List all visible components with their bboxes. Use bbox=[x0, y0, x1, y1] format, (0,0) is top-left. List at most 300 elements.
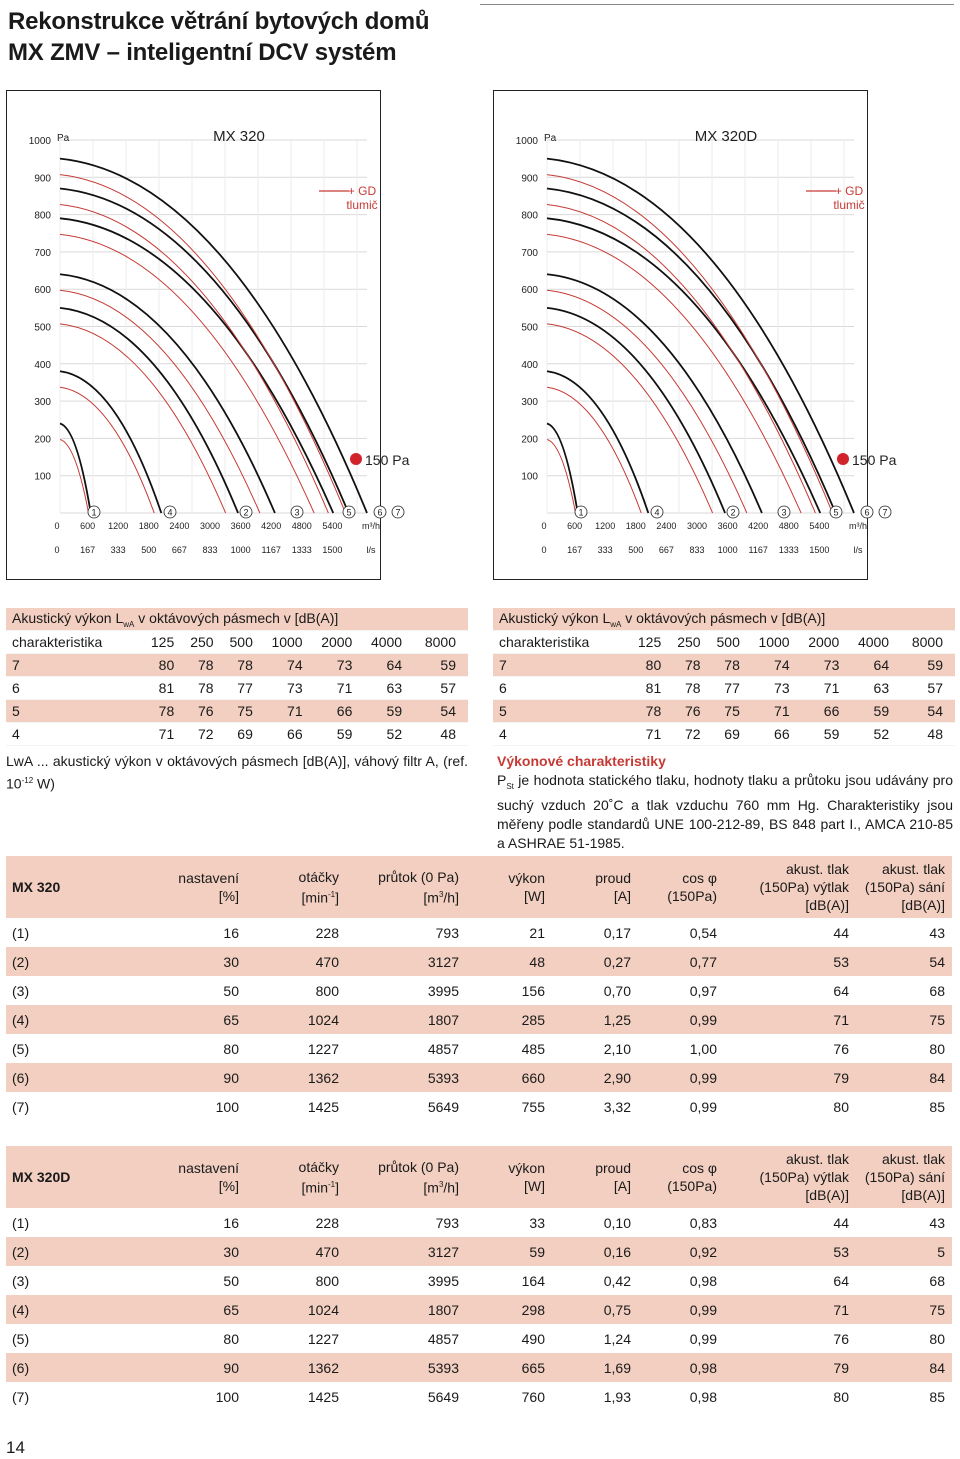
table-cell: 5649 bbox=[427, 1098, 459, 1115]
table-cell: 485 bbox=[521, 1040, 545, 1057]
acoustic-cell: 59 bbox=[440, 657, 456, 673]
y-tick-label: 700 bbox=[521, 247, 538, 259]
header-cos bbox=[638, 1146, 724, 1208]
y-tick-label: 800 bbox=[521, 210, 538, 222]
table-cell: 80 bbox=[833, 1388, 849, 1405]
table-cell: 0,10 bbox=[603, 1214, 631, 1231]
table-cell: 5649 bbox=[427, 1388, 459, 1405]
table-cell: 755 bbox=[521, 1098, 545, 1115]
table-cell: 100 bbox=[215, 1388, 239, 1405]
acoustic-cell: 52 bbox=[873, 726, 890, 742]
x-tick-label-m3h: 3600 bbox=[717, 521, 738, 531]
acoustic-cell: 63 bbox=[386, 680, 403, 696]
acoustic-cell: 77 bbox=[724, 680, 740, 696]
table-cell: 470 bbox=[315, 1243, 339, 1260]
y-tick-label: 400 bbox=[34, 359, 51, 371]
acoustic-row-label: 7 bbox=[12, 657, 20, 673]
acoustic-cell: 64 bbox=[873, 657, 890, 673]
performance-note bbox=[497, 752, 953, 853]
chart-mx320 bbox=[6, 90, 410, 580]
table-cell: 4857 bbox=[427, 1040, 459, 1057]
table-row bbox=[6, 1353, 952, 1382]
y-tick-label: 300 bbox=[34, 397, 51, 409]
acoustic-cell: 57 bbox=[440, 680, 456, 696]
x-tick-label-m3h: 600 bbox=[80, 521, 96, 531]
table-cell: 1,69 bbox=[603, 1359, 631, 1376]
acoustic-cell: 69 bbox=[237, 726, 253, 742]
acoustic-row bbox=[6, 700, 468, 723]
table-cell: 1024 bbox=[307, 1011, 339, 1028]
table-cell: 0,16 bbox=[603, 1243, 631, 1260]
acoustic-cell: 73 bbox=[774, 680, 790, 696]
fan-curve-damper bbox=[60, 387, 154, 513]
header-text: /h] bbox=[443, 1179, 459, 1196]
x-tick-label-m3h: 1800 bbox=[625, 521, 646, 531]
acoustic-header-cell: 500 bbox=[229, 634, 253, 650]
row-label: (7) bbox=[12, 1098, 30, 1115]
table-cell: 65 bbox=[223, 1301, 239, 1318]
acoustic-cell: 78 bbox=[158, 703, 175, 719]
acoustic-cell: 78 bbox=[197, 680, 214, 696]
performance-header-row bbox=[6, 856, 952, 918]
table-cell: 0,92 bbox=[689, 1243, 717, 1260]
table-cell: 228 bbox=[315, 1214, 339, 1231]
curve-number-label: 6 bbox=[864, 507, 870, 518]
acoustic-cell: 59 bbox=[823, 726, 840, 742]
table-cell: 0,99 bbox=[689, 1098, 717, 1115]
header-text: (150Pa) výtlak bbox=[759, 1169, 849, 1185]
page-title-line2: MX ZMV – inteligentní DCV systém bbox=[8, 39, 397, 66]
fan-curve-damper bbox=[60, 175, 346, 513]
acoustic-row-label: 5 bbox=[12, 703, 20, 719]
page-title-line1: Rekonstrukce větrání bytových domů bbox=[8, 8, 430, 35]
row-label: (6) bbox=[12, 1359, 30, 1376]
acoustic-header-cell: 2000 bbox=[808, 634, 840, 650]
acoustic-row bbox=[6, 677, 468, 700]
header-text: (150Pa) bbox=[667, 1178, 717, 1194]
table-cell: 0,99 bbox=[689, 1330, 717, 1347]
y-tick-label: 400 bbox=[521, 359, 538, 371]
curve-number-label: 5 bbox=[833, 507, 839, 518]
table-cell: 43 bbox=[929, 924, 945, 941]
table-cell: 1,00 bbox=[689, 1040, 717, 1057]
acoustic-table-mx320 bbox=[6, 608, 468, 746]
table-row bbox=[6, 976, 952, 1005]
x-tick-label-m3h: 0 bbox=[54, 521, 60, 531]
acoustic-cell: 78 bbox=[645, 703, 662, 719]
x-tick-label-m3h: 2400 bbox=[656, 521, 677, 531]
table-cell: 0,70 bbox=[603, 982, 631, 999]
acoustic-row bbox=[493, 700, 955, 723]
table-cell: 0,98 bbox=[689, 1388, 717, 1405]
pst-p: P bbox=[497, 772, 507, 788]
operating-point-label: 150 Pa bbox=[852, 452, 897, 468]
header-text: [%] bbox=[218, 1178, 239, 1194]
acoustic-cell: 66 bbox=[823, 703, 840, 719]
acoustic-row-label: 4 bbox=[499, 726, 507, 742]
acoustic-cell: 81 bbox=[158, 680, 175, 696]
legend-label: + GD bbox=[347, 184, 377, 198]
curve-number-label: 5 bbox=[346, 507, 352, 518]
table-cell: 90 bbox=[223, 1359, 239, 1376]
header-prutok bbox=[346, 856, 466, 918]
page-title bbox=[8, 6, 429, 68]
header-text: akust. tlak bbox=[881, 1151, 945, 1167]
table-cell: 75 bbox=[929, 1301, 945, 1318]
table-cell: 0,99 bbox=[689, 1069, 717, 1086]
x-tick-label-m3h: 4800 bbox=[778, 521, 799, 531]
table-cell: 2,90 bbox=[603, 1069, 631, 1086]
table-cell: 16 bbox=[223, 1214, 239, 1231]
table-cell: 80 bbox=[223, 1330, 239, 1347]
acoustic-cell: 54 bbox=[440, 703, 456, 719]
table-cell: 0,54 bbox=[689, 924, 717, 941]
table-cell: 0,77 bbox=[689, 953, 717, 970]
operating-point-marker bbox=[350, 453, 362, 465]
x-tick-label-m3h: 4800 bbox=[291, 521, 312, 531]
x-tick-label-ls: 500 bbox=[628, 545, 644, 555]
table-cell: 84 bbox=[929, 1359, 945, 1376]
acoustic-cell: 81 bbox=[645, 680, 662, 696]
header-text: proud bbox=[595, 870, 631, 886]
acoustic-header-row bbox=[493, 631, 955, 654]
operating-point-marker bbox=[837, 453, 849, 465]
x-tick-label-ls: 500 bbox=[141, 545, 157, 555]
table-row bbox=[6, 1005, 952, 1034]
acoustic-header-cell: 250 bbox=[190, 634, 214, 650]
acoustic-table-mx320d bbox=[493, 608, 955, 746]
table-cell: 21 bbox=[529, 924, 545, 941]
table-cell: 164 bbox=[521, 1272, 545, 1289]
acoustic-title-text: Akustický výkon L bbox=[12, 609, 124, 626]
acoustic-cell: 71 bbox=[823, 680, 840, 696]
chart-mx320-svg bbox=[7, 91, 410, 581]
performance-note-title: Výkonové charakteristiky bbox=[497, 753, 666, 769]
x-tick-label-m3h: 3000 bbox=[686, 521, 708, 531]
acoustic-cell: 74 bbox=[287, 657, 303, 673]
header-text: cos φ bbox=[682, 1160, 717, 1176]
acoustic-title-text: Akustický výkon L bbox=[499, 609, 611, 626]
header-text: [dB(A)] bbox=[901, 1187, 945, 1203]
acoustic-cell: 57 bbox=[927, 680, 943, 696]
acoustic-title-text2: v oktávových pásmech v [dB(A)] bbox=[621, 609, 826, 626]
table-cell: 44 bbox=[833, 924, 849, 941]
table-cell: 76 bbox=[833, 1040, 849, 1057]
acoustic-cell: 59 bbox=[386, 703, 403, 719]
table-row bbox=[6, 1208, 952, 1237]
header-proud bbox=[552, 1146, 638, 1208]
acoustic-header-cell: 125 bbox=[150, 634, 175, 650]
header-text: [A] bbox=[613, 888, 631, 904]
page-number: 14 bbox=[6, 1438, 25, 1457]
table-cell: 64 bbox=[833, 1272, 849, 1289]
chart-mx320d-svg bbox=[494, 91, 897, 581]
table-cell: 4857 bbox=[427, 1330, 459, 1347]
pst-sub: St bbox=[506, 781, 514, 791]
table-cell: 0,83 bbox=[689, 1214, 717, 1231]
table-cell: 79 bbox=[833, 1069, 849, 1086]
table-cell: 156 bbox=[521, 982, 545, 999]
acoustic-cell: 71 bbox=[774, 703, 790, 719]
acoustic-cell: 78 bbox=[684, 657, 701, 673]
table-cell: 50 bbox=[223, 982, 239, 999]
model-name: MX 320 bbox=[12, 879, 61, 895]
x-tick-label-ls: 667 bbox=[658, 545, 674, 555]
acoustic-cell: 77 bbox=[237, 680, 253, 696]
table-cell: 793 bbox=[435, 1214, 459, 1231]
header-text: (150Pa) sání bbox=[864, 1169, 945, 1185]
table-cell: 1362 bbox=[307, 1359, 339, 1376]
acoustic-row bbox=[493, 677, 955, 700]
lwa-note-text2: W) bbox=[33, 775, 55, 792]
header-text: nastavení bbox=[178, 870, 239, 886]
header-otacky bbox=[246, 856, 346, 918]
header-text: akust. tlak bbox=[881, 861, 945, 877]
y-tick-label: 200 bbox=[521, 434, 538, 446]
acoustic-cell: 72 bbox=[684, 726, 701, 742]
header-text: [min bbox=[301, 889, 328, 906]
x-tick-label-m3h: 4200 bbox=[261, 521, 282, 531]
y-tick-label: 300 bbox=[521, 397, 538, 409]
acoustic-cell: 71 bbox=[336, 680, 353, 696]
table-cell: 80 bbox=[929, 1330, 945, 1347]
table-cell: 85 bbox=[929, 1388, 945, 1405]
fan-curve bbox=[60, 274, 275, 513]
acoustic-cell: 75 bbox=[237, 703, 253, 719]
header-text: proud bbox=[595, 1160, 631, 1176]
table-cell: 76 bbox=[833, 1330, 849, 1347]
fan-curve-damper bbox=[547, 204, 815, 513]
table-cell: 793 bbox=[435, 924, 459, 941]
header-text: otáčky bbox=[298, 868, 339, 885]
y-tick-label: 800 bbox=[34, 210, 51, 222]
acoustic-header-cell: charakteristika bbox=[499, 634, 590, 650]
acoustic-cell: 59 bbox=[927, 657, 943, 673]
acoustic-cell: 73 bbox=[823, 657, 840, 673]
header-text: [W] bbox=[524, 888, 545, 904]
header-text: [dB(A)] bbox=[805, 1187, 849, 1203]
y-tick-label: 1000 bbox=[515, 136, 538, 147]
table-cell: 2,10 bbox=[603, 1040, 631, 1057]
table-cell: 0,97 bbox=[689, 982, 717, 999]
x-unit-ls: l/s bbox=[853, 545, 863, 555]
acoustic-header-cell: 4000 bbox=[857, 634, 890, 650]
table-cell: 1,93 bbox=[603, 1388, 631, 1405]
header-vykon bbox=[466, 1146, 552, 1208]
header-text: nastavení bbox=[178, 1160, 239, 1176]
table-cell: 80 bbox=[833, 1098, 849, 1115]
table-cell: 30 bbox=[223, 1243, 239, 1260]
curve-number-label: 7 bbox=[395, 507, 401, 518]
header-text: průtok (0 Pa) bbox=[378, 1158, 459, 1175]
acoustic-row bbox=[493, 654, 955, 677]
curve-number-label: 1 bbox=[91, 507, 97, 518]
table-cell: 44 bbox=[833, 1214, 849, 1231]
header-text: výkon bbox=[508, 1160, 545, 1176]
lwa-note bbox=[6, 752, 468, 794]
table-cell: 100 bbox=[215, 1098, 239, 1115]
y-tick-label: 500 bbox=[34, 322, 51, 334]
x-tick-label-ls: 1000 bbox=[230, 545, 251, 555]
operating-point-label: 150 Pa bbox=[365, 452, 410, 468]
x-tick-label-ls: 0 bbox=[54, 545, 60, 555]
acoustic-cell: 48 bbox=[927, 726, 943, 742]
acoustic-row-label: 5 bbox=[499, 703, 507, 719]
acoustic-cell: 78 bbox=[237, 657, 253, 673]
header-text: [dB(A)] bbox=[805, 897, 849, 913]
table-cell: 71 bbox=[833, 1301, 849, 1318]
table-row bbox=[6, 1295, 952, 1324]
table-cell: 71 bbox=[833, 1011, 849, 1028]
table-cell: 54 bbox=[929, 953, 945, 970]
acoustic-row-label: 6 bbox=[12, 680, 20, 696]
header-nastaveni bbox=[146, 1146, 246, 1208]
table-cell: 1227 bbox=[307, 1330, 339, 1347]
acoustic-title-text2: v oktávových pásmech v [dB(A)] bbox=[134, 609, 339, 626]
header-sup: -1 bbox=[327, 889, 336, 899]
acoustic-cell: 78 bbox=[684, 680, 701, 696]
x-tick-label-ls: 167 bbox=[567, 545, 583, 555]
acoustic-cell: 63 bbox=[873, 680, 890, 696]
table-cell: 1807 bbox=[427, 1011, 459, 1028]
table-cell: 660 bbox=[521, 1069, 545, 1086]
header-text: akust. tlak bbox=[785, 861, 849, 877]
table-cell: 0,42 bbox=[603, 1272, 631, 1289]
x-tick-label-ls: 667 bbox=[171, 545, 187, 555]
table-cell: 1,24 bbox=[603, 1330, 631, 1347]
legend-label: tlumič bbox=[346, 198, 378, 212]
table-cell: 470 bbox=[315, 953, 339, 970]
table-cell: 3127 bbox=[427, 953, 459, 970]
acoustic-header-cell: 8000 bbox=[424, 634, 456, 650]
chart-title: MX 320D bbox=[694, 128, 758, 145]
acoustic-cell: 48 bbox=[440, 726, 456, 742]
x-tick-label-ls: 1500 bbox=[322, 545, 343, 555]
table-cell: 665 bbox=[521, 1359, 545, 1376]
acoustic-header-cell: 500 bbox=[716, 634, 740, 650]
row-label: (2) bbox=[12, 953, 30, 970]
x-tick-label-m3h: 1200 bbox=[595, 521, 616, 531]
header-text: otáčky bbox=[298, 1158, 339, 1175]
header-text: [min bbox=[301, 1179, 328, 1196]
acoustic-cell: 76 bbox=[684, 703, 701, 719]
table-cell: 84 bbox=[929, 1069, 945, 1086]
table-cell: 48 bbox=[529, 953, 545, 970]
x-tick-label-m3h: 4200 bbox=[748, 521, 769, 531]
table-cell: 65 bbox=[223, 1011, 239, 1028]
table-cell: 228 bbox=[315, 924, 339, 941]
x-tick-label-m3h: 1200 bbox=[108, 521, 129, 531]
x-tick-label-ls: 1500 bbox=[809, 545, 830, 555]
table-cell: 1227 bbox=[307, 1040, 339, 1057]
header-cos bbox=[638, 856, 724, 918]
header-sani bbox=[856, 856, 952, 918]
lwa-note-sup: -12 bbox=[21, 776, 34, 785]
legend-label: + GD bbox=[834, 184, 864, 198]
table-cell: 43 bbox=[929, 1214, 945, 1231]
table-cell: 1362 bbox=[307, 1069, 339, 1086]
curve-number-label: 4 bbox=[167, 507, 173, 518]
row-label: (4) bbox=[12, 1011, 30, 1028]
table-cell: 75 bbox=[929, 1011, 945, 1028]
table-cell: 1,25 bbox=[603, 1011, 631, 1028]
x-tick-label-ls: 0 bbox=[541, 545, 547, 555]
acoustic-cell: 73 bbox=[287, 680, 303, 696]
header-nastaveni bbox=[146, 856, 246, 918]
y-tick-label: 100 bbox=[34, 471, 51, 483]
acoustic-table-title bbox=[6, 608, 468, 631]
y-tick-label: 500 bbox=[521, 322, 538, 334]
y-tick-label: 900 bbox=[521, 173, 538, 185]
x-tick-label-m3h: 600 bbox=[567, 521, 583, 531]
acoustic-cell: 54 bbox=[927, 703, 943, 719]
table-cell: 0,17 bbox=[603, 924, 631, 941]
table-cell: 0,98 bbox=[689, 1359, 717, 1376]
performance-table-mx320d bbox=[6, 1146, 952, 1411]
table-cell: 0,27 bbox=[603, 953, 631, 970]
acoustic-cell: 59 bbox=[336, 726, 353, 742]
table-cell: 0,75 bbox=[603, 1301, 631, 1318]
y-tick-label: 200 bbox=[34, 434, 51, 446]
x-tick-label-m3h: 2400 bbox=[169, 521, 190, 531]
header-text: ] bbox=[335, 1179, 339, 1196]
table-cell: 1807 bbox=[427, 1301, 459, 1318]
header-text: [m bbox=[423, 889, 439, 906]
table-cell: 16 bbox=[223, 924, 239, 941]
x-unit-m3h: m³/h bbox=[849, 521, 867, 531]
table-cell: 33 bbox=[529, 1214, 545, 1231]
curve-number-label: 7 bbox=[882, 507, 888, 518]
table-row bbox=[6, 1324, 952, 1353]
legend-label: tlumič bbox=[833, 198, 865, 212]
header-text: [m bbox=[423, 1179, 439, 1196]
header-text: [dB(A)] bbox=[901, 897, 945, 913]
header-text: cos φ bbox=[682, 870, 717, 886]
performance-header-row bbox=[6, 1146, 952, 1208]
acoustic-row bbox=[6, 654, 468, 677]
acoustic-header-cell: 1000 bbox=[758, 634, 790, 650]
y-tick-label: 100 bbox=[521, 471, 538, 483]
header-vytlak bbox=[724, 856, 856, 918]
chart-title: MX 320 bbox=[213, 128, 265, 145]
curve-number-label: 3 bbox=[294, 507, 300, 518]
table-cell: 5393 bbox=[427, 1069, 459, 1086]
fan-curve-damper bbox=[547, 387, 641, 513]
x-tick-label-m3h: 1800 bbox=[138, 521, 159, 531]
acoustic-cell: 71 bbox=[287, 703, 303, 719]
acoustic-header-cell: 125 bbox=[637, 634, 662, 650]
table-cell: 1024 bbox=[307, 1301, 339, 1318]
table-cell: 285 bbox=[521, 1011, 545, 1028]
y-unit-label: Pa bbox=[57, 133, 70, 144]
header-sup: -1 bbox=[327, 1179, 336, 1189]
acoustic-row-label: 7 bbox=[499, 657, 507, 673]
y-tick-label: 700 bbox=[34, 247, 51, 259]
acoustic-cell: 78 bbox=[197, 657, 214, 673]
header-text: výkon bbox=[508, 870, 545, 886]
acoustic-row bbox=[493, 723, 955, 746]
acoustic-header-cell: 250 bbox=[677, 634, 701, 650]
acoustic-header-cell: 4000 bbox=[370, 634, 403, 650]
header-text: [%] bbox=[218, 888, 239, 904]
header-text: (150Pa) bbox=[667, 888, 717, 904]
acoustic-cell: 66 bbox=[287, 726, 303, 742]
table-row bbox=[6, 1063, 952, 1092]
curve-number-label: 6 bbox=[377, 507, 383, 518]
x-tick-label-m3h: 3600 bbox=[230, 521, 251, 531]
table-cell: 0,99 bbox=[689, 1301, 717, 1318]
acoustic-cell: 72 bbox=[197, 726, 214, 742]
